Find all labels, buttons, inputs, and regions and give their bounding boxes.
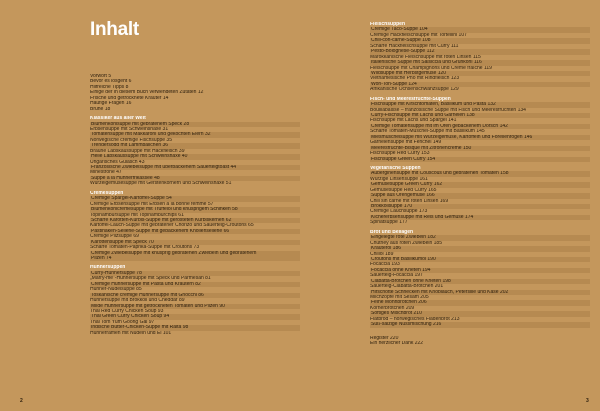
toc-entry: Würzige Linsensuppe 161 (370, 176, 428, 182)
toc-entry: Scharfe Hackfleischsuppe mit Curry 111 (370, 43, 459, 49)
toc-entry: Meeresfrüchte-Bisque mit Zitronencreme 150 (370, 146, 590, 151)
toc-entry: Wildsuppe mit Herbstgemüse 120 (370, 71, 590, 76)
toc-entry: Helle Labskaussuppe mit Schweinshaxe 40 (90, 154, 300, 159)
toc-entry: Bouillabaisse – französische Suppe mit Fisch und Meeresfrüchten 134 (370, 107, 526, 113)
toc-entry: Thai Tom Yum Goong Gai 97 (90, 319, 155, 325)
toc-entry: Garnelensuppe mit Fenchel 149 (370, 140, 442, 146)
toc-entry: Kichererbsensuppe mit Reis und Gemüse 174 (370, 215, 590, 220)
section-heading: Hühnersuppen (90, 265, 126, 271)
toc-entry: Suppe à la Hühnerfrikassee 48 (90, 176, 300, 181)
toc-entry: Trendersodd mit Lammbällchen 36 (90, 143, 300, 148)
toc-entry: Flatbröd – norwegisches Fladenbrot 213 (370, 316, 460, 322)
toc-entry: Scharfe Tomaten-Paprika-Suppe mit Croûtons 73 (90, 245, 200, 251)
toc-entry: Curry-Hühnersuppe 78 (90, 271, 300, 276)
toc-entry: Pilzen 74 (90, 256, 300, 261)
toc-entry: Brokkolisuppe 170 (370, 204, 590, 209)
toc-entry: Vorwort 5 (90, 74, 112, 79)
toc-entry: Kartoffel-Lauch-Suppe mit gebratener Chorizo und Sauerteig-Croûtons 65 (90, 223, 254, 229)
page-title: Inhalt (90, 19, 139, 40)
toc-entry: Pesto-Bolognese-Suppe 112 (370, 49, 590, 54)
toc-entry: Körnerbrötchen 209 (370, 305, 415, 311)
toc-entry: Cremige Spargel-Kartoffel-Suppe 54 (90, 196, 300, 201)
toc-entry: Bevor es losgeht 6 (90, 79, 132, 85)
toc-entry: Croûtons mit Basilikumöl 190 (370, 257, 590, 262)
toc-entry: Vietnamesische Pho mit Rindfleisch 123 (370, 76, 460, 82)
toc-entry: Milchzöpfe mit Sesam 205 (370, 295, 429, 300)
toc-entry: Milde Hühnersuppe mit getrockneten Tomaten und Pilzen 90 (90, 304, 300, 309)
toc-entry: Blumenkohlcremesuppe mit Trüffelöl und knusprigem Schinken 58 (90, 207, 300, 212)
toc-entry: Gemüsesuppe Green Curry 162 (370, 182, 590, 187)
toc-entry: Spinatsuppe 177 (370, 220, 408, 226)
toc-entry: Chiliöl 189 (370, 251, 394, 257)
page-number-right: 3 (586, 398, 589, 404)
toc-entry: Einige der in diesem Buch verwendeten Zutaten 12 (90, 90, 204, 96)
toc-entry: Cremige Hühnersuppe mit Pasta und Kräutern 82 (90, 282, 300, 287)
toc-entry: Süß-salzige Nussmischung 216 (370, 322, 590, 327)
toc-entry: Marokkanische Fleischsuppe mit roten Linsen 115 (370, 54, 481, 60)
toc-entry: Fischsuppe Green Curry 154 (370, 157, 590, 162)
toc-entry: Thai Green Curry Chicken Soup 94 (90, 314, 300, 319)
toc-entry: Erbsensuppe mit Schweinshaxe 31 (90, 126, 169, 132)
toc-entry: Norwegische cremige Fischsuppe 35 (90, 137, 172, 143)
toc-entry: Hühnerramen mit Nudeln und Ei 101 (90, 330, 172, 336)
toc-entry: Fischsuppe mit Lachs und Spargel 141 (370, 118, 457, 124)
toc-entry: Feine Mohnbrötchen 206 (370, 300, 590, 305)
toc-entry: Cremige Taco-Suppe 104 (370, 27, 590, 32)
toc-entry: Braune Labskaussuppe mit Hackfleisch 39 (90, 148, 185, 154)
toc-entry: Chutney aus roten Zwiebeln 185 (370, 240, 442, 246)
toc-entry: Auberginensuppe mit Couscous und gebratenen Tomaten 158 (370, 171, 590, 176)
toc-entry: Cremige Lauchsuppe 173 (370, 209, 428, 215)
section-heading: Cremesuppen (90, 190, 124, 196)
page-number-left: 2 (20, 398, 23, 404)
toc-entry: Gemüsesuppe Red Curry 165 (370, 187, 437, 193)
toc-entry: Won-Ton-Suppe 124 (370, 82, 590, 87)
section-heading: Vegetarische Suppen (370, 165, 421, 171)
toc-entry: Softiges Mischbrot 210 (370, 311, 590, 316)
toc-entry: Cremige Hackfleischsuppe mit Tortellini 107 (370, 32, 467, 38)
toc-entry: Fischsuppe mit Kirschtomaten, Basilikum und Pasta 132 (370, 102, 590, 107)
toc-entry: Ciabatta-Brötchen ohne Kneten 198 (370, 279, 590, 284)
section-heading: Fisch- und Meeresfrüchte-Suppen (370, 96, 451, 102)
toc-entry: Wurzelgemüsesuppe mit Gerstenkörnern und Schweinshaxe 51 (90, 181, 232, 187)
toc-entry: Cremige Erbsensuppe mit Erbsen à la bonne femme 57 (90, 201, 214, 207)
toc-entry: Pastinaken-Sellerie-Suppe mit gebackenem Knollensellerie 66 (90, 229, 300, 234)
toc-entry: Sauerteig-Focaccia 197 (370, 273, 423, 279)
section-heading: Fleischsuppen (370, 22, 406, 27)
section-heading: Klassiker aus aller Welt (90, 116, 146, 122)
toc-left-column (90, 74, 300, 336)
toc-entry: „Marry-me"-Hühnersuppe mit Speck und Parmesan 81 (90, 276, 211, 282)
toc-entry: Scharfe Tomaten-Muschel-Suppe mit Basilikum 145 (370, 129, 485, 135)
toc-entry: Hilfreiche Tipps 8 (90, 84, 129, 90)
toc-entry: Brühe 18 (90, 106, 111, 112)
toc-entry: Cremige Tomatensuppe mit im Ofen gebackenem Dorsch 142 (370, 124, 590, 129)
toc-entry: Indische Butter-Chicken-Suppe mit Raita 98 (90, 325, 300, 330)
toc-entry: Tomatensuppe mit Makkaroni und gekochten Eiern 32 (90, 132, 300, 137)
toc-entry: Afrikanische Ochsenschwanzsuppe 129 (370, 87, 459, 93)
toc-entry: Hühnersuppe mit Brokkoli und Cheddar 89 (90, 298, 185, 304)
toc-entry: Toskanische cremige Hühnersuppe mit Gnocchi 86 (90, 293, 300, 298)
toc-entry: Karottensuppe mit Speck 70 (90, 240, 300, 245)
toc-entry: Kräuteröl 186 (370, 246, 590, 251)
toc-entry: Häufige Fragen 16 (90, 101, 132, 107)
toc-entry: Französische Zwiebelsuppe mit überbackenem Sauerteigtoast 44 (90, 165, 300, 170)
toc-entry: Ungarisches Gulasch 43 (90, 159, 145, 165)
toc-entry: Eingelegte rote Zwiebeln 182 (370, 235, 590, 240)
toc-entry: Italienische Suppe mit Salsiccia und Grünkohl 116 (370, 60, 590, 65)
toc-entry: Suppe aus Ofengemüse 166 (370, 193, 590, 198)
toc-entry: Fischsuppe Red Curry 153 (370, 151, 430, 157)
toc-right-column (370, 22, 590, 347)
toc-entry: Blumenkohlsuppe mit gebratenem Speck 28 (90, 122, 300, 127)
toc-entry: Fleischsuppe mit Champignons und Crème fraîche 119 (370, 65, 492, 71)
toc-entry: Scharfe Karotten-Kürbis-Suppe mit gerösteten Kürbiskernen 62 (90, 218, 300, 223)
toc-entry: Cremige Pilzsuppe 69 (90, 234, 139, 240)
toc-entry: Hühner-Nudelsuppe 85 (90, 287, 142, 293)
toc-entry: Sauerteig-Ciabatta-Brötchen 201 (370, 284, 444, 290)
toc-entry: Ein herzlicher Dank 222 (370, 341, 424, 347)
toc-entry: Miesmuschelsuppe mit Wurzelgemüse, Kartoffeln und Forellenrogen 146 (370, 135, 590, 140)
section-heading: Brot und Beilagen (370, 229, 414, 235)
toc-entry: Hirschotte Schnecken mit Knoblauch, Petersilie und Käse 202 (370, 290, 590, 295)
toc-entry: Chili-con-carne-Suppe 108 (370, 38, 590, 43)
toc-entry: Curry-Fischsuppe mit Lachs und Garnelen 138 (370, 113, 590, 118)
toc-entry: Topinambursuppe mit Topinamburchips 61 (90, 212, 184, 218)
toc-entry: Register 220 (370, 335, 399, 341)
toc-entry: Cremige Zwiebelsuppe mit knusprig gebratenen Zwiebeln und gebratenem (90, 251, 300, 256)
toc-entry: Minestrone 47 (90, 170, 122, 176)
toc-entry: Focaccia 193 (370, 262, 400, 268)
toc-entry: Thai Red Curry Chicken Soup 93 (90, 308, 164, 314)
toc-entry: Focaccia ohne Kneten 194 (370, 268, 590, 273)
toc-entry: Chili sin carne mit roten Linsen 169 (370, 198, 449, 204)
toc-entry: Frische und getrocknete Kräuter 14 (90, 95, 169, 101)
